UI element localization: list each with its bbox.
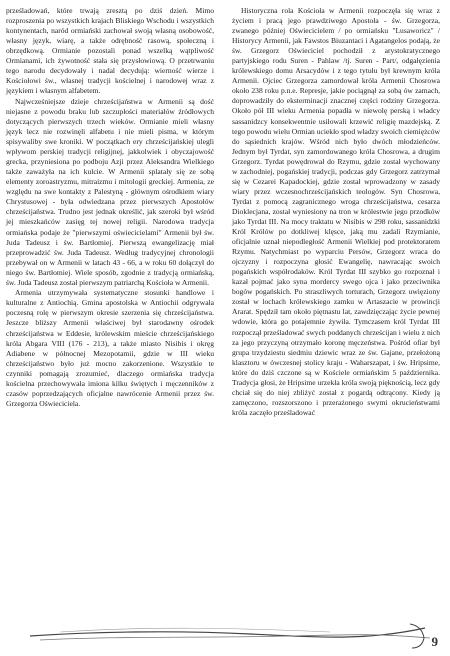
text-columns [6, 6, 440, 616]
page-number: 9 [431, 634, 438, 649]
paragraph: Historyczna rola Kościoła w Armenii rozpoczęła się wraz z życiem i pracą jego prawdziwego Apostoła - św. Grzegorza, zwanego później Oświecicielem / po ormiańsku "Lusaworicz" / Historycy Armenii, jak Fawstos Biuzantaci i Agatangelos podają, że św. Grzegorz Oświeciciel pochodził z arystokratycznego partyjskiego rodu Suren - Pahlaw /tj. Suren - Part/, odgałęzienia królewskiego domu Arsacydów i z tego tytułu był krewnym króla Armenii. Ojciec Grzegorza zamordował króla Armenii Chosrowa około 238 roku p.n.e. Represje, jakie pociągnął za sobą ów zamach, doprowadziły do eksterminacji znacznej części rodziny Grzegorza. Około pół III wieku Armenia popadła w niewolę perską i władcy sassanidzcy konsekwentnie usiłowali krzewić religię mazdejską. Z tego powodu wielu Ormian uciekło spod władzy swoich ciemiężców do sąsiednich krajów. Wśród nich było dwóch młodzieńców. Jednym był Tyrdat, syn zamordowanego króla Chosrowa, a drugim Grzegorz. Tyrdat powędrował do Rzymu, gdzie został wychowany w zachodniej, pogańskiej tradycji, podczas gdy Grzegorz zatrzymał się w Cezarei Kapadockiej, gdzie został wprowadzony w zasady wiary przez wczesnochrześcijańskich teologów. Syn Chosrowa, Tyrdat z pomocą zagranicznego wroga chrześcijaństwa, cesarza Dioklecjana, został wyniesiony na tron w królestwie jego przodków jako Tyrdat III. Na mocy traktatu w Nisibis w 298 roku, sassanidzki Król Królów po dotkliwej klęsce, jaką mu zadali Rzymianie, oficjalnie uznał niepodległość Armenii Wielkiej pod protektoratem Rzymu. Natychmiast po wyparciu Persów, Grzegorz wraca do ojczyzny i rozpoczyna głosić Ewangelię, nawracając swoich pogańskich współrodaków. Król Tyrdat III szybko go rozpoznał i kazał pojmać jako syna mordercy swego ojca i jako przeciwnika bogów pogańskich. Po straszliwych torturach, Grzegorz uwięziony został w lochach królewskiego zamku w Artaszacie w prowincji Ararat. Spędził tam około piętnastu lat, zawdzięczając życie pewnej wdowie, która go potajemnie żywiła. Tymczasem król Tyrdat III rozpoczął prześladować swych poddanych chrześcijan i wielu z nich za jego przyczyną otrzymało koronę męczeństwa. Pośród ofiar był grupa trzydziestu siedmiu dziewic wraz ze św. Gajane, przełożoną klasztoru w ówczesnej stolicy kraju - Waharszapat, i św. Hripsime, które do dziś czczone są w Kościele ormiańskim 5 października. Tradycja głosi, że Hripsime urzekła króla swoją pięknością, lecz gdy chciał się do niej zbliżyć został z pogardą odtrącony. Kiedy ją zamęczono, rozszorszono i przerażonego swymi okrucieństwami króla zaczęło prześladować [232, 6, 440, 417]
paragraph: Najwcześniejsze dzieje chrześcijaństwa w Armenii są dość niejasne z powodu braku lub szczupłości materiałów źródłowych dotyczących pierwszych trzech wieków. Ormianie mieli własny język lecz nie rozwinęli alfabetu i nie mieli pisma, w którym spisywaliby swe kroniki. W początkach ery chrześcijańskiej ulegli wpływom perskiej tradycji religijnej, jakkolwiek i obyczajowość grecka, przyniesiona po podboju Azji przez Aleksandra Wielkiego także zaważyła na ich kulcie. W Armenii splatały się ze sobą elementy zoroastryzmu, mitraizmu i mitologii greckiej. Armenia, ze względu na swe kontakty z Palestyną - głównym ośrodkiem wiary Chrystusowej - była odwiedzana przez pierwszych Apostołów chrześcijaństwa. Trudno jest jednak określić, jak szeroki był wśród jej mieszkańców zasięg tej nowej religii. Narodowa tradycja ormiańska podaje że "pierwszymi oświecicielami" Armenii był św. Juda Tadeusz i św. Bartłomiej. Pierwszą ewangelizację miał przeprowadzić św. Juda Tadeusz. Według tradycyjnej chronologii przebywał on w Armenii w latach 43 - 66, a w roku 60 dołączył do niego św. Bartłomiej. Wiele sposób, zgodnie z tradycją ormiańską, św. Juda Tadeusz został pierwszym patriarchą Kościoła w Armenii. [6, 96, 214, 287]
ornament-swirl-graphic [30, 616, 440, 650]
right-column [232, 6, 440, 616]
paragraph: Armenia utrzymywała systematyczne stosunki handlowe i kulturalne z Antiochią. Gmina apostolska w Antiochii odgrywała poczesną rolę w pierwszym okresie szerzenia się chrześcijaństwa. Jeszcze bliższy Armenii właściwej był starodawny ośrodek chrześcijaństwa w Eddesie, królewskim mieście chrześcijańskiego króla Abgara VIII (176 - 213), a także miasto Nisibis i okręg Adiabene w północnej Mezopotamii, gdzie w III wieku chrześcijaństwo było już mocno zakorzenione. Wszystkie te czynniki pomagają zrozumieć, dlaczego ormiańska tradycja kościelna przechowywała imiona kilku świętych i męczenników z czasów poprzedzających oficjalne nawrócenie Armenii przez św. Grzegorza Oświeciciela. [6, 288, 214, 408]
footer-ornament [30, 616, 446, 650]
left-column [6, 6, 214, 616]
paragraph: prześladowań, które trwają zresztą po dziś dzień. Mimo rozproszenia po wszystkich krajach Bliskiego Wschodu i wszystkich kontynentach, naród ormiański zachował swoją własną osobowość, własny język, wiarę, a także odrębność rasową, społeczną i obrzędkową. Ormianie pozostali ponad wszelką wątpliwość Ormianami, ich żywotność stała się przysłowiową. O przetrwaniu tego narodu decydowały i nadal decydują: wierność wierze i Kościołowi św., własnej tradycji kościelnej i narodowej wraz z językiem i własnym alfabetem. [6, 6, 214, 96]
